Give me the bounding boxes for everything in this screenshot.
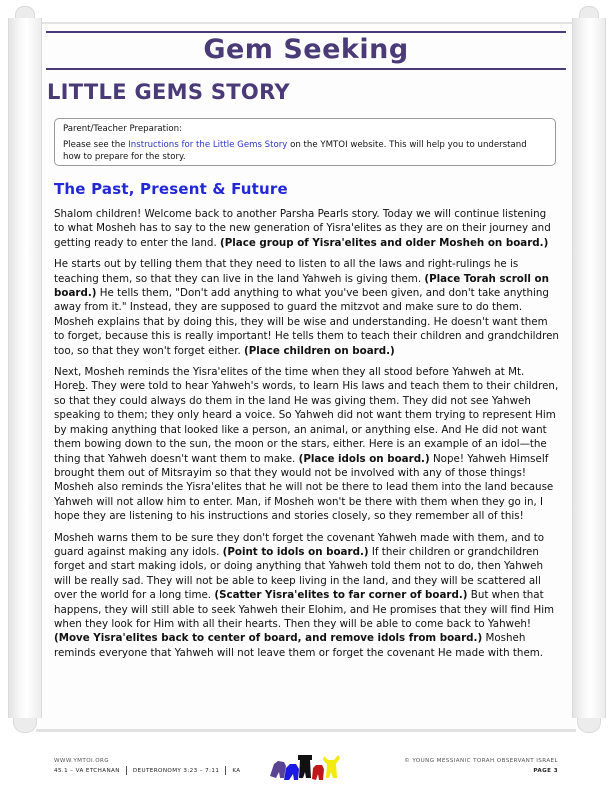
scroll-rod-left	[8, 18, 42, 718]
footer-right	[404, 756, 558, 776]
footer-reference-line	[54, 766, 241, 776]
story-text: Shalom children! Welcome back to another Parsha Pearls story. Today we will continue listening to what Mosheh has to say to the new generation of Yisra'elites as they are on their journey and getting ready to enter the land.	[54, 208, 551, 249]
prep-text-before: Please see the	[63, 140, 129, 150]
figure-red-icon	[312, 765, 324, 780]
story-text: Mosheh reminds everyone that Yahweh will not leave them or forget the covenant He made with them.	[54, 632, 544, 659]
stage-direction: (Place group of Yisra'elites and older Mosheh on board.)	[220, 236, 549, 249]
story-heading: The Past, Present & Future	[54, 180, 288, 198]
title-rule-bottom	[46, 68, 566, 70]
prep-heading: Parent/Teacher Preparation:	[63, 124, 183, 134]
story-paragraph	[54, 531, 559, 661]
story-paragraph	[54, 207, 559, 250]
footer-level: KA	[232, 768, 241, 774]
story-body	[54, 207, 559, 667]
scroll-rod-cap-bottom-right	[577, 718, 601, 733]
footer-copyright: © YOUNG MESSIANIC TORAH OBSERVANT ISRAEL	[404, 758, 558, 764]
story-paragraph	[54, 257, 559, 358]
story-text: Mosheh warns them to be sure they don't forget the covenant Yahweh made with them, and to guard against making any idols.	[54, 531, 545, 558]
footer-left	[54, 756, 241, 776]
instructions-link[interactable]: Instructions for the Little Gems Story	[128, 140, 288, 150]
underlined-text: b	[78, 380, 85, 393]
story-text: But when that happens, they will still able to seek Yahweh their Elohim, and He promises that they will find Him when they look for Him with all their hearts. Then they will be able to come back to Yahweh!	[54, 589, 555, 630]
preparation-box	[54, 118, 556, 166]
footer-separator	[126, 766, 127, 775]
story-text: He tells them, "Don't add anything to what you've been given, and don't take anything away from it." Instead, they are supposed to guard the mitzvot and make sure to do them. Mosheh explains that by doing this, they will be wise and understanding. He doesn't want them to forget, because this is really important! He tells them to teach their children and grandchildren too, so that they won't forget either.	[54, 287, 559, 357]
story-text: Next, Mosheh reminds the Yisra'elites of the time when they all stood before Yahweh at Mt. Hore	[54, 366, 525, 393]
ymtoi-logo-figures-icon	[268, 752, 342, 782]
stage-direction: (Place children on board.)	[244, 344, 395, 357]
footer-website: WWW.YMTOI.ORG	[54, 758, 110, 764]
figure-yellow-icon	[323, 755, 340, 778]
stage-direction: (Scatter Yisra'elites to far corner of board.)	[214, 589, 468, 602]
footer-parsha: 45.1 – VA ETCHANAN	[54, 768, 120, 774]
stage-direction: (Place Torah scroll on board.)	[54, 272, 549, 300]
story-text: Nope! Yahweh Himself brought them out of Mitsrayim so that they would not be involved with any of those things! Mosheh also reminds the Yisra'elites that he will not be there to lead them into the land because Yahweh will not allow him to enter. Man, if Mosheh won't be there with them when they go in, I hope they are listening to his instructions and stories closely, so they remember all of this!	[54, 452, 554, 523]
prep-text-after: on the YMTOI website. This will help you to understand how to prepare for the story.	[63, 140, 527, 162]
story-text: . They were told to hear Yahweh's words, to learn His laws and teach them to their children, so that they could always do them in the land He was giving them. They did not see Yahweh speaking to them; they only heard a voice. So Yahweh did not want them trying to represent Him by making anything that looked like a person, an animal, or anything else. And He did not want them bowing down to the sun, the moon or the stars, either. Here is an example of an idol—the thing that Yahweh doesn't want them to make.	[54, 380, 559, 465]
page-number: PAGE 3	[533, 768, 558, 774]
stage-direction: (Place idols on board.)	[298, 452, 430, 465]
figure-black-icon	[298, 755, 312, 778]
page-title: Gem Seeking	[203, 34, 409, 65]
figure-purple-icon	[270, 761, 286, 778]
story-text: If their children or grandchildren forget and start making idols, or doing anything that Yahweh told them not to do, then Yahweh will be really sad. They will not be able to keep living in the land, and they will be scattered all over the world for a long time.	[54, 545, 544, 602]
footer-scripture: DEUTERONOMY 3:23 – 7:11	[132, 768, 220, 774]
stage-direction: (Point to idols on board.)	[222, 545, 369, 558]
story-paragraph	[54, 365, 559, 523]
section-title: LITTLE GEMS STORY	[47, 80, 290, 104]
scroll-rod-cap-bottom-left	[13, 718, 37, 733]
figure-blue-icon	[284, 764, 299, 780]
footer-separator	[225, 766, 226, 775]
scroll-rod-right	[572, 18, 606, 718]
story-text: He starts out by telling them that they need to listen to all the laws and right-rulings he is teaching them, so that they can live in the land Yahweh is giving them.	[54, 258, 519, 285]
stage-direction: (Move Yisra'elites back to center of board, and remove idols from board.)	[54, 632, 483, 645]
prep-text	[63, 139, 547, 163]
